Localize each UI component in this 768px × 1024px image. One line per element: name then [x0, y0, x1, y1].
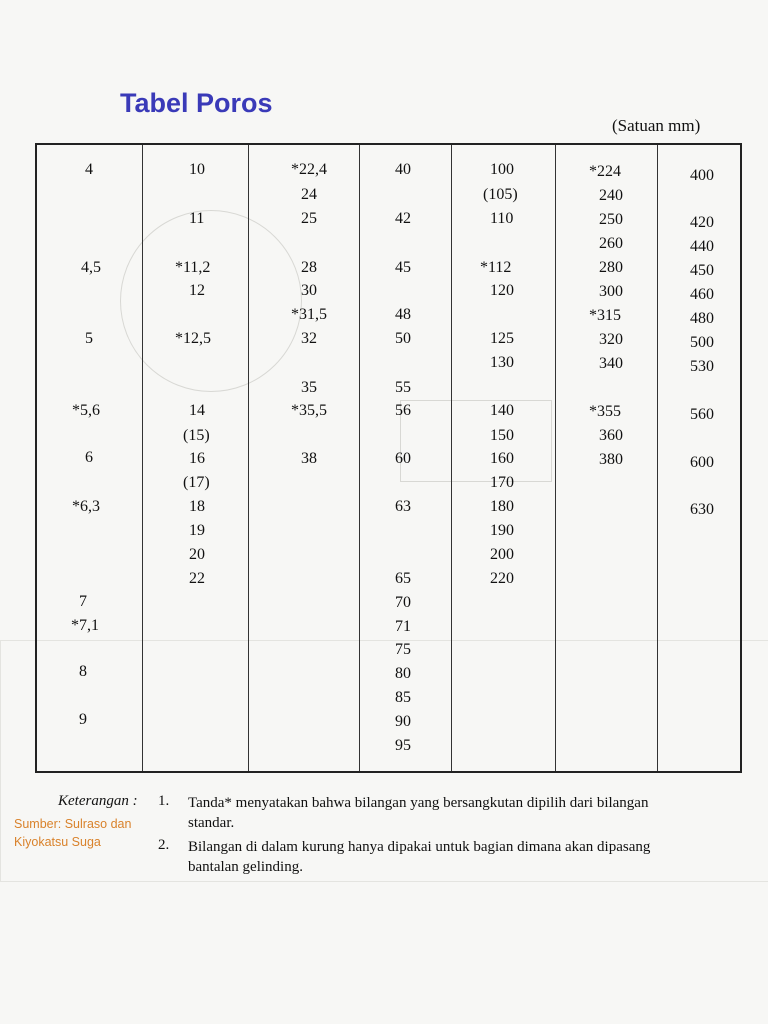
table-cell: 200: [490, 546, 514, 563]
table-cell: 380: [599, 451, 623, 468]
table-cell: 38: [301, 450, 317, 467]
table-cell: 480: [690, 310, 714, 327]
table-cell: 560: [690, 406, 714, 423]
table-cell: 56: [395, 402, 411, 419]
table-cell: *31,5: [291, 306, 327, 323]
table-column-1: [37, 145, 142, 771]
table-cell: 120: [490, 282, 514, 299]
table-cell: *35,5: [291, 402, 327, 419]
table-cell: 100: [490, 161, 514, 178]
table-cell: *5,6: [72, 402, 100, 419]
table-cell: 530: [690, 358, 714, 375]
table-cell: 71: [395, 618, 411, 635]
source-line: Sumber: Sulraso dan: [14, 817, 132, 831]
note-text-line: Bilangan di dalam kurung hanya dipakai untuk bagian dimana akan dipasang: [188, 839, 651, 855]
table-cell: 60: [395, 450, 411, 467]
table-cell: 180: [490, 498, 514, 515]
table-cell: 260: [599, 235, 623, 252]
table-cell: (105): [483, 186, 518, 203]
table-cell: *12,5: [175, 330, 211, 347]
table-cell: 240: [599, 187, 623, 204]
table-cell: 280: [599, 259, 623, 276]
note-text-line: standar.: [188, 815, 235, 832]
table-cell: 220: [490, 570, 514, 587]
table-cell: 95: [395, 737, 411, 754]
table-cell: 250: [599, 211, 623, 228]
table-cell: 4,5: [81, 259, 101, 276]
table-cell: 7: [79, 593, 87, 610]
table-cell: 5: [85, 330, 93, 347]
table-cell: 11: [189, 210, 205, 227]
table-cell: 22: [189, 570, 205, 587]
page-title: Tabel Poros: [120, 88, 273, 118]
table-cell: 340: [599, 355, 623, 372]
note-text-line: Tanda* menyatakan bahwa bilangan yang bersangkutan dipilih dari bilangan: [188, 795, 649, 811]
table-cell: 63: [395, 498, 411, 515]
table-cell: 16: [189, 450, 205, 467]
note-number: 1.: [158, 793, 170, 809]
table-cell: *11,2: [175, 259, 211, 276]
table-cell: 28: [301, 259, 317, 276]
table-cell: 630: [690, 501, 714, 518]
table-column-6: [555, 145, 658, 771]
table-cell: 50: [395, 330, 411, 347]
table-cell: 460: [690, 286, 714, 303]
table-cell: 12: [189, 282, 205, 299]
table-cell: 320: [599, 331, 623, 348]
note-text: [188, 837, 748, 878]
table-cell: 25: [301, 210, 317, 227]
unit-label: (Satuan mm): [612, 116, 701, 135]
note-text-line: bantalan gelinding.: [188, 859, 303, 876]
table-cell: 8: [79, 663, 87, 680]
table-cell: 48: [395, 306, 411, 323]
table-cell: *22,4: [291, 161, 327, 178]
table-cell: 420: [690, 214, 714, 231]
table-cell: 90: [395, 713, 411, 730]
table-cell: 450: [690, 262, 714, 279]
table-cell: 300: [599, 283, 623, 300]
table-cell: 32: [301, 330, 317, 347]
table-cell: *112: [480, 259, 512, 276]
table-cell: 4: [85, 161, 93, 178]
note-text: [188, 793, 748, 834]
table-cell: 65: [395, 570, 411, 587]
table-cell: 400: [690, 167, 714, 184]
table-cell: 440: [690, 238, 714, 255]
table-cell: *6,3: [72, 498, 100, 515]
table-column-7: [657, 145, 745, 771]
shaft-size-table: [35, 143, 742, 773]
table-cell: 360: [599, 427, 623, 444]
table-cell: *224: [589, 163, 621, 180]
table-cell: 85: [395, 689, 411, 706]
table-cell: 19: [189, 522, 205, 539]
table-cell: 70: [395, 594, 411, 611]
table-cell: 55: [395, 379, 411, 396]
table-cell: *315: [589, 307, 621, 324]
table-cell: 10: [189, 161, 205, 178]
table-cell: 20: [189, 546, 205, 563]
source-line: Kiyokatsu Suga: [14, 835, 101, 850]
table-column-5: [451, 145, 556, 771]
table-cell: 150: [490, 427, 514, 444]
table-cell: 6: [85, 449, 93, 466]
table-cell: 30: [301, 282, 317, 299]
table-cell: 140: [490, 402, 514, 419]
table-cell: 160: [490, 450, 514, 467]
table-cell: 170: [490, 474, 514, 491]
table-cell: 42: [395, 210, 411, 227]
table-cell: 75: [395, 641, 411, 658]
table-cell: 80: [395, 665, 411, 682]
table-cell: 45: [395, 259, 411, 276]
table-cell: 130: [490, 354, 514, 371]
table-cell: 500: [690, 334, 714, 351]
table-cell: 9: [79, 711, 87, 728]
table-column-2: [142, 145, 249, 771]
table-cell: 40: [395, 161, 411, 178]
table-cell: 18: [189, 498, 205, 515]
table-cell: (17): [183, 474, 210, 491]
table-column-4: [359, 145, 452, 771]
notes-label: Keterangan :: [58, 793, 138, 809]
source-credit: [14, 815, 164, 851]
table-cell: *355: [589, 403, 621, 420]
table-cell: 14: [189, 402, 205, 419]
table-cell: *7,1: [71, 617, 99, 634]
note-number: 2.: [158, 837, 170, 853]
table-cell: 35: [301, 379, 317, 396]
table-cell: 24: [301, 186, 317, 203]
table-cell: 125: [490, 330, 514, 347]
table-cell: 190: [490, 522, 514, 539]
table-cell: 110: [490, 210, 514, 227]
table-cell: (15): [183, 427, 210, 444]
table-cell: 600: [690, 454, 714, 471]
table-column-3: [248, 145, 360, 771]
